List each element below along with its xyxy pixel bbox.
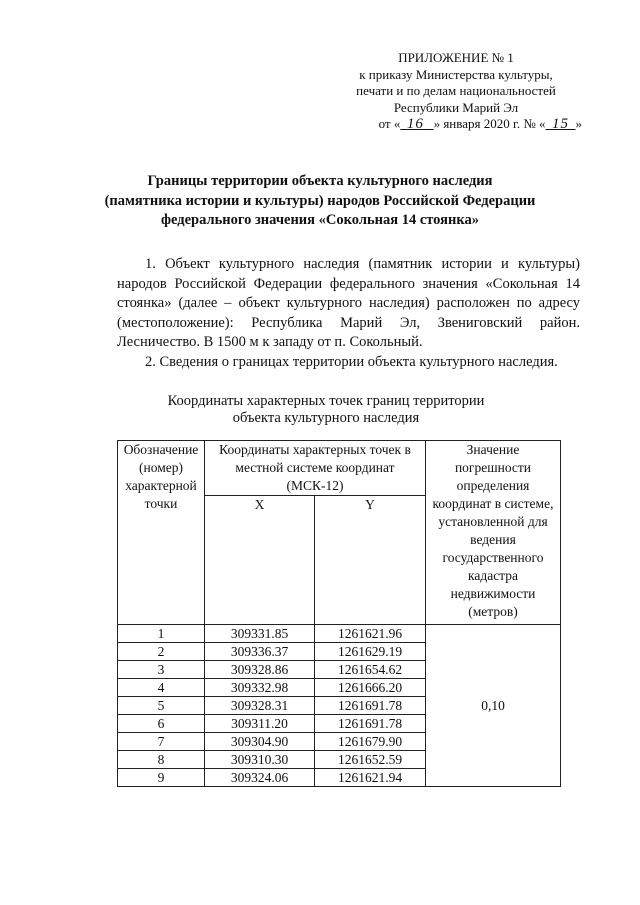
cell-point-number: 4 <box>118 679 205 697</box>
table-caption-line-1: Координаты характерных точек границ территории <box>167 393 485 409</box>
date-day-field <box>400 116 433 131</box>
body-text <box>117 255 580 372</box>
date-prefix: от « <box>378 116 401 131</box>
cell-point-number: 2 <box>118 643 205 661</box>
cell-x: 309311.20 <box>205 715 315 733</box>
date-day-handwritten: 16 <box>406 116 424 132</box>
cell-point-number: 8 <box>118 751 205 769</box>
cell-point-number: 9 <box>118 769 205 787</box>
title-line-2: (памятника истории и культуры) народов Российской Федерации <box>104 192 536 209</box>
order-number-handwritten: 15 <box>552 116 569 132</box>
cell-x: 309310.30 <box>205 751 315 769</box>
paragraph-2: 2. Сведения о границах территории объекта культурного наследия. <box>145 353 558 370</box>
cell-x: 309328.86 <box>205 661 315 679</box>
cell-x: 309336.37 <box>205 643 315 661</box>
cell-y: 1261652.59 <box>315 751 426 769</box>
table-caption-line-2: объекта культурного наследия <box>232 410 420 426</box>
cell-point-number: 1 <box>118 625 205 643</box>
header-error: Значение погрешности определения координат в системе, установленной для ведения государственного кадастра недвижимости (метров) <box>426 441 561 625</box>
header-coordinates: Координаты характерных точек в местной системе координат (МСК-12) <box>205 441 426 496</box>
cell-y: 1261621.94 <box>315 769 426 787</box>
cell-x: 309332.98 <box>205 679 315 697</box>
coordinates-table <box>117 440 561 787</box>
header-x: X <box>205 496 315 625</box>
appendix-number: ПРИЛОЖЕНИЕ № 1 <box>398 50 514 65</box>
date-suffix: » <box>575 116 582 131</box>
cell-point-number: 5 <box>118 697 205 715</box>
cell-y: 1261679.90 <box>315 733 426 751</box>
cell-x: 309331.85 <box>205 625 315 643</box>
cell-y: 1261629.19 <box>315 643 426 661</box>
title-line-1: Границы территории объекта культурного наследия <box>147 173 493 189</box>
cell-error-value: 0,10 <box>426 625 561 787</box>
cell-y: 1261666.20 <box>315 679 426 697</box>
header-y: Y <box>315 496 426 625</box>
cell-y: 1261654.62 <box>315 661 426 679</box>
document-title <box>60 172 580 231</box>
cell-y: 1261621.96 <box>315 625 426 643</box>
appendix-ministry-line: печати и по делам национальностей <box>356 83 556 98</box>
appendix-republic-line: Республики Марий Эл <box>393 99 519 115</box>
date-middle: » января 2020 г. № « <box>433 116 546 131</box>
table-caption <box>140 393 512 427</box>
header-point-number: Обозначение (номер) характерной точки <box>118 441 205 625</box>
title-line-3: федерального значения «Сокольная 14 стоянка» <box>160 212 479 228</box>
cell-y: 1261691.78 <box>315 715 426 733</box>
cell-x: 309324.06 <box>205 769 315 787</box>
cell-x: 309304.90 <box>205 733 315 751</box>
table-header-row <box>118 441 561 496</box>
order-number-field <box>546 116 576 131</box>
appendix-header <box>330 50 582 133</box>
cell-y: 1261691.78 <box>315 697 426 715</box>
table-row <box>118 625 561 643</box>
appendix-date-line <box>330 116 582 133</box>
cell-x: 309328.31 <box>205 697 315 715</box>
paragraph-1: 1. Объект культурного наследия (памятник истории и культуры) народов Российской Федерации федерального значения «Сокольная 14 стоянка» (далее – объект культурного наследия) расположен по адресу (местоположение): Республика Марий Эл, Звениговский район. Лесничество. В 1500 м к западу от п. Сокольный. <box>117 256 580 350</box>
cell-point-number: 7 <box>118 733 205 751</box>
appendix-order-line: к приказу Министерства культуры, <box>359 66 553 82</box>
cell-point-number: 6 <box>118 715 205 733</box>
cell-point-number: 3 <box>118 661 205 679</box>
